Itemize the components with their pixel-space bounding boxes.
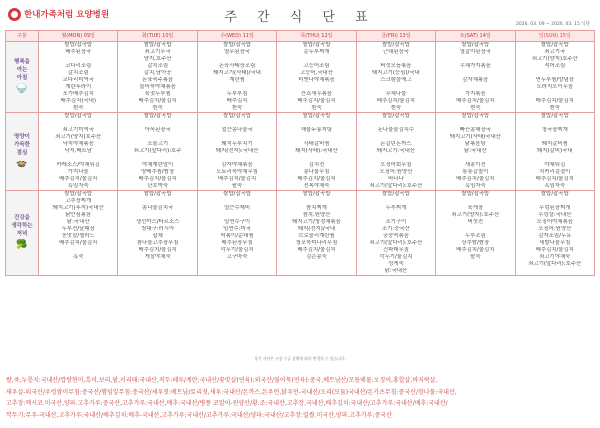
menu-item: 배추김치/물김치 bbox=[217, 176, 257, 182]
menu-item bbox=[277, 198, 355, 205]
menu-item: 두부부침 bbox=[226, 91, 248, 97]
menu-item: 전복야채죽 bbox=[303, 183, 330, 189]
menu-item: 고등어,국내산 bbox=[299, 70, 333, 76]
menu-item: 돈갈린돈까스 bbox=[380, 141, 412, 147]
meal-label-text: 영양이 bbox=[14, 133, 30, 140]
menu-item: 쌀밥/잡곡밥 bbox=[143, 191, 172, 197]
menu-item: 배추김치/물김치 bbox=[297, 98, 336, 104]
menu-cell-breakfast-sun bbox=[515, 42, 594, 113]
menu-item bbox=[277, 134, 355, 141]
menu-item bbox=[198, 155, 276, 162]
menu-item: 배추김치/물김치 bbox=[59, 176, 98, 182]
menu-item bbox=[436, 155, 514, 162]
menu-item: 감자야채볶음 bbox=[221, 162, 253, 168]
menu-item: 돼지고기:국내산 bbox=[376, 148, 416, 154]
menu-item: 닭:국내산 bbox=[384, 268, 408, 274]
menu-item: 쇠고기(앞다리):호주산 bbox=[528, 261, 582, 267]
menu-cell-dinner-tue bbox=[118, 191, 197, 276]
menu-item: 흑임자죽 bbox=[544, 183, 566, 189]
menu-item: 낙지야채볶음 bbox=[62, 141, 94, 147]
menu-item: 쇠고기(앞다리):호주산 bbox=[369, 240, 423, 246]
menu-item: 돼지갈비찜 bbox=[541, 141, 568, 147]
menu-item: 청포묵미나리무침 bbox=[295, 240, 338, 246]
menu-item: 양지,호주산 bbox=[143, 56, 172, 62]
menu-cell-lunch-fri bbox=[356, 113, 435, 191]
origin-line: 새우살-외국산/우렁쌈이무침:중국산/햄임잎무침:중국산/세우젓:베트남/토리젓,새우:국내산/돈까스,돈우먼,닭우먼-국내산/오리(모둠)국내산/돈카츠무침:중국산/참나물:국내산, bbox=[6, 388, 457, 396]
menu-item: 가지볶음 bbox=[464, 91, 486, 97]
menu-item: 갈치조림 bbox=[147, 63, 169, 69]
menu-item: 낙지,베트남 bbox=[64, 148, 93, 154]
menu-item: 코다리미역국 bbox=[62, 77, 94, 83]
menu-item: 배추된장국 bbox=[65, 49, 92, 55]
menu-cell-lunch-sat bbox=[436, 113, 515, 191]
menu-item bbox=[516, 70, 594, 77]
menu-item: 닭안심볶음 bbox=[65, 212, 92, 218]
meal-row-dinner bbox=[6, 191, 595, 276]
menu-item: 쌀밥/잡곡밥 bbox=[381, 42, 410, 48]
day-header-tue: 화(TUE) 10일 bbox=[118, 31, 197, 42]
menu-item: 고추장찌개 bbox=[65, 198, 92, 204]
menu-cell-lunch-mon bbox=[39, 113, 118, 191]
menu-item bbox=[198, 56, 276, 63]
meal-label-lunch bbox=[6, 113, 39, 191]
menu-item: 쌀밥/잡곡밥 bbox=[64, 113, 93, 119]
menu-item: 계란찜 bbox=[229, 77, 245, 83]
menu-item: 돼지두루치기 bbox=[221, 141, 253, 147]
menu-item: 콩나물무침 bbox=[303, 169, 330, 175]
menu-cell-dinner-wed bbox=[197, 191, 276, 276]
menu-item: 얼큰수제비 bbox=[224, 205, 251, 211]
meal-label-text: 점심 bbox=[16, 149, 28, 156]
menu-item bbox=[277, 120, 355, 127]
menu-item: 참나물고추장무침 bbox=[136, 240, 179, 246]
menu-item bbox=[118, 155, 196, 162]
menu-item: 근대된장국 bbox=[382, 49, 409, 55]
menu-item: 쌀밥/잡곡밥 bbox=[64, 42, 93, 48]
menu-item: 흑죽 bbox=[73, 254, 84, 260]
menu-item: 야채계란말이 bbox=[142, 162, 174, 168]
menu-item: 쌀밥/잡곡밥 bbox=[302, 191, 331, 197]
menu-change-note: 상기 식단은 시장 수급 상황에 따라 변경될 수 있습니다. bbox=[254, 356, 346, 361]
menu-item: 흰죽 bbox=[549, 105, 560, 111]
meal-row-breakfast bbox=[6, 42, 595, 113]
day-header-thu: 목(THU) 12일 bbox=[277, 31, 356, 42]
meal-label-breakfast bbox=[6, 42, 39, 113]
menu-item bbox=[118, 212, 196, 219]
menu-item: 불어묵야채볶음 bbox=[139, 84, 176, 90]
menu-item bbox=[198, 212, 276, 219]
menu-item bbox=[277, 84, 355, 91]
menu-item bbox=[198, 198, 276, 205]
category-header: 구분 bbox=[6, 31, 39, 42]
menu-item: 배추김치/물김치 bbox=[59, 240, 98, 246]
origin-line: 고추장:멕시코.미국산,양파.고추가루:중국산,고추가루:국내산,배추:국내산/병풍 코알이-원양산/황.조:국내산,고추장.국내산,배추김치:국내산/고추가루:국내산/배추:국내산/ bbox=[6, 400, 448, 407]
menu-item bbox=[39, 56, 117, 63]
menu-item: 잡채 bbox=[152, 233, 163, 239]
menu-item: 비엔나야채볶음 bbox=[298, 77, 335, 83]
menu-item: 버섯모듬볶음 bbox=[380, 63, 412, 69]
menu-item bbox=[277, 155, 355, 162]
menu-item: 브로콜리계란찜 bbox=[298, 233, 335, 239]
menu-item: 돼지고기(후지)국내산 bbox=[52, 205, 104, 211]
menu-item: 배추김치/물김치 bbox=[376, 98, 416, 104]
menu-item: 가지나물 bbox=[67, 169, 89, 175]
menu-item: 조기구이 bbox=[385, 219, 407, 225]
menu-cell-dinner-sun bbox=[515, 191, 594, 276]
menu-item: 돈육사태장조림 bbox=[218, 63, 256, 69]
menu-item bbox=[516, 134, 594, 141]
origin-line: 깍두기:무우-국내산,고추가루:국내산/배추김치:배추-국내산,고추가루:국내산/고추가루:국내산/양파:국내산/고추장:밀쌀.미국산,양파.고추가루:중국산 bbox=[6, 411, 392, 419]
menu-item: 쇠고기(양지):호주산 bbox=[451, 212, 500, 218]
menu-item: 꽁맛살/셀러드 bbox=[61, 233, 95, 239]
menu-item: 쌀밥/잡곡밥 bbox=[143, 113, 172, 119]
menu-item: 배추김치/물김치 bbox=[297, 176, 336, 182]
menu-item: 흰죽 bbox=[311, 105, 322, 111]
menu-item: 단호박죽 bbox=[147, 183, 169, 189]
menu-item: 쇠고기(앞다리):호주산 bbox=[369, 183, 423, 189]
menu-item: 쇠고기야채죽 bbox=[539, 254, 571, 260]
menu-item bbox=[118, 198, 196, 205]
menu-cell-lunch-wed bbox=[197, 113, 276, 191]
menu-item: 배추김치/물김치 bbox=[138, 176, 177, 182]
menu-item: 고구마죽 bbox=[226, 254, 248, 260]
meal-label-text: 행복을 bbox=[14, 59, 30, 65]
menu-item: 흰죽 bbox=[73, 105, 84, 111]
menu-item: 쌀밥/잡곡밥 bbox=[461, 191, 490, 197]
menu-item: 쌀밥/잡곡밥 bbox=[461, 42, 490, 48]
menu-item: 흑임자죽 bbox=[67, 183, 89, 189]
menu-cell-lunch-thu bbox=[277, 113, 356, 191]
menu-item: 빠끈콩해장국 bbox=[459, 127, 491, 133]
menu-item: 스크램블에그 bbox=[380, 77, 412, 83]
menu-item: 우채가지볶음 bbox=[459, 63, 491, 69]
meal-label-text: 건강을 bbox=[14, 215, 30, 221]
menu-item: 야채튀김 bbox=[544, 162, 566, 168]
menu-item: 참치,원양산 bbox=[302, 212, 331, 218]
menu-item: 생선까스/타르소스 bbox=[135, 219, 180, 225]
menu-item bbox=[357, 198, 435, 205]
menu-item: 쌀밥/잡곡밥 bbox=[381, 191, 410, 197]
menu-item: 해물누룽지탕 bbox=[300, 127, 333, 133]
menu-item: 사태갈비찜 bbox=[303, 141, 330, 147]
menu-item: 두부전/달래장 bbox=[61, 226, 95, 232]
menu-item: 도토리묵야채무침 bbox=[216, 169, 258, 175]
menu-item: 쌀밥/잡곡밥 bbox=[461, 113, 490, 119]
menu-item: 배추된장무침 bbox=[221, 240, 253, 246]
menu-item: 도라지오이무침 bbox=[536, 84, 573, 90]
menu-item: 배추김치/물김치 bbox=[535, 247, 574, 253]
menu-item: 바나나 bbox=[388, 176, 404, 182]
menu-item bbox=[516, 155, 594, 162]
menu-item: 깐쇼새우볶음 bbox=[300, 91, 333, 97]
menu-item: 흰죽 bbox=[470, 105, 481, 111]
menu-item: 돼지고기/청경채볶음 bbox=[292, 219, 341, 225]
menu-item: 두부찌개 bbox=[385, 205, 407, 211]
menu-item: 배추김치/물김치 bbox=[138, 98, 177, 104]
menu-item: 돼지고기(등심)/국내 bbox=[372, 70, 420, 76]
menu-item: 깍두기/물김치 bbox=[379, 254, 413, 260]
day-header-sun: 일(SUN) 15일 bbox=[515, 31, 594, 42]
menu-item bbox=[198, 84, 276, 91]
menu-item bbox=[436, 198, 514, 205]
menu-item: 쌀밥/잡곡밥 bbox=[143, 42, 172, 48]
menu-item: 연두부찜/양념장 bbox=[535, 77, 574, 83]
menu-item: 쌀밥/잡곡밥 bbox=[540, 42, 569, 48]
menu-item: 쇠고기(양지)호주산 bbox=[531, 56, 578, 62]
menu-item: 돼지(전지):국내산 bbox=[215, 148, 259, 154]
menu-item bbox=[436, 226, 514, 233]
menu-item bbox=[198, 120, 276, 127]
menu-item: 새송이전 bbox=[464, 162, 486, 168]
menu-item: 쌀밥/잡곡밥 bbox=[302, 113, 331, 119]
menu-item: 배추김치/물김치 bbox=[535, 98, 574, 104]
menu-item: 팥죽 bbox=[470, 254, 481, 260]
hospital-name: 한내가족처럼 요양병원 bbox=[24, 10, 110, 20]
menu-item: 조기:중국산 bbox=[381, 226, 410, 232]
date-range: 2026. 03. 09 ~ 2026. 03. 15 식단 bbox=[515, 22, 590, 27]
menu-cell-dinner-fri bbox=[356, 191, 435, 276]
menu-item bbox=[357, 212, 435, 219]
menu-item: 돈나물물김치수 bbox=[377, 127, 415, 133]
menu-item: 무채나물 bbox=[385, 91, 407, 97]
menu-item: 돼지(사태):국내산 bbox=[295, 148, 338, 154]
menu-item bbox=[198, 134, 276, 141]
menu-item: 배추김치/물김치 bbox=[535, 176, 574, 182]
day-header-row bbox=[6, 31, 595, 42]
menu-item bbox=[436, 84, 514, 91]
menu-item: 콩나물김치국 bbox=[142, 205, 174, 211]
origin-info bbox=[6, 375, 594, 421]
menu-item: 돼지고기(사태)/국내 bbox=[213, 70, 261, 76]
menu-cell-lunch-sun bbox=[515, 113, 594, 191]
menu-item: 열무된장국 bbox=[224, 49, 251, 55]
menu-item: 쇠고기국 bbox=[544, 49, 566, 55]
menu-item: 배추김치/물김치 bbox=[138, 247, 177, 253]
menu-item: 우렁된장찌개 bbox=[539, 205, 571, 211]
menu-item: 쌀밥/잡곡밥 bbox=[381, 113, 410, 119]
meal-label-text: 여는 bbox=[16, 67, 28, 73]
day-header-wed: 수(WED) 11일 bbox=[197, 31, 276, 42]
menu-item: 아욱된장국 bbox=[144, 127, 171, 133]
menu-item: 쌀밥/잡곡밥 bbox=[540, 113, 569, 119]
menu-item: 포기배추김치 bbox=[62, 91, 94, 97]
menu-item: 쇠고기(양지)호주산 bbox=[55, 134, 102, 140]
menu-item: 팥죽 bbox=[231, 183, 243, 189]
menu-cell-breakfast-sat bbox=[436, 42, 515, 113]
menu-item bbox=[357, 84, 435, 91]
weekly-menu-table bbox=[5, 30, 595, 276]
menu-item: 쌀밥/잡곡밥 bbox=[64, 191, 93, 197]
menu-item: 치커리겉절이 bbox=[539, 169, 571, 175]
menu-item bbox=[39, 155, 117, 162]
menu-item: 쌀밥/잡곡밥 bbox=[223, 42, 251, 48]
menu-item bbox=[118, 134, 196, 141]
menu-item: 게살야채죽 bbox=[144, 254, 171, 260]
menu-item: 배추김치/물김치 bbox=[456, 247, 495, 253]
menu-item bbox=[39, 120, 117, 127]
menu-item: 떡볶이/순대찜 bbox=[220, 233, 254, 239]
menu-item: 두부조림 bbox=[464, 233, 486, 239]
menu-item bbox=[516, 120, 594, 127]
menu-item: 갈치조림 bbox=[67, 70, 89, 76]
menu-item: 적어조림 bbox=[544, 63, 566, 69]
breakfast-food-icon: 🍚 bbox=[16, 84, 28, 94]
menu-item bbox=[357, 120, 435, 127]
meal-label-text: 생각하는 bbox=[11, 223, 33, 229]
menu-item bbox=[118, 120, 196, 127]
menu-item bbox=[357, 56, 435, 63]
menu-item: 쌀밥/잡곡밥 bbox=[302, 42, 331, 48]
menu-item: 건파래무침 bbox=[382, 247, 409, 253]
menu-item: 배추김치 bbox=[226, 98, 248, 104]
day-header-mon: 월(MON) 09일 bbox=[39, 31, 118, 42]
menu-cell-dinner-sat bbox=[436, 191, 515, 276]
meal-label-text: 가득한 bbox=[14, 141, 30, 148]
menu-item: 흰죽 bbox=[390, 105, 402, 111]
menu-item bbox=[436, 120, 514, 127]
menu-item bbox=[357, 155, 435, 162]
menu-item: 오징어회무침 bbox=[380, 162, 412, 168]
menu-item: 감자채볶음 bbox=[462, 77, 489, 83]
menu-item: 고등어조림 bbox=[303, 63, 330, 69]
menu-item: 돼지(갈비)국내 bbox=[537, 148, 573, 154]
menu-cell-breakfast-wed bbox=[197, 42, 276, 113]
menu-item: 임연수:미국 bbox=[223, 226, 251, 232]
menu-item: 돈육숙주볶음 bbox=[142, 77, 174, 83]
menu-item: 궁중떡볶음 bbox=[382, 233, 409, 239]
menu-item: 열갈이된장국 bbox=[459, 49, 491, 55]
menu-cell-dinner-thu bbox=[277, 191, 356, 276]
menu-cell-breakfast-tue bbox=[118, 42, 197, 113]
menu-item: 돼지고기(사태)국내산 bbox=[449, 134, 501, 140]
meal-label-text: 저녁 bbox=[16, 231, 28, 237]
menu-item: 감자조림/두유 bbox=[538, 233, 572, 239]
menu-item bbox=[516, 198, 594, 205]
menu-item: 육젓두부찜 bbox=[144, 91, 171, 97]
menu-item bbox=[436, 70, 514, 77]
page-title: 주 간 식 단 표 bbox=[224, 10, 376, 25]
day-header-fri: 금(FRI) 13일 bbox=[356, 31, 435, 42]
menu-item: 성게죽 bbox=[388, 261, 404, 267]
dinner-food-icon: 🥦 bbox=[16, 240, 28, 250]
menu-item: 통통갈칠이 bbox=[462, 169, 489, 175]
menu-item: 쇠고기무국 bbox=[144, 49, 171, 55]
menu-item: 갈치,남아공 bbox=[143, 70, 172, 76]
menu-item: 배추김치/물김치 bbox=[297, 247, 336, 253]
menu-item: 순두부찌개 bbox=[303, 49, 330, 55]
menu-item: 쌀밥/잡곡밥 bbox=[223, 113, 251, 119]
meal-label-dinner bbox=[6, 191, 39, 276]
menu-item bbox=[277, 56, 355, 63]
menu-item: 육개장 bbox=[467, 205, 484, 211]
menu-item: 배추김치(국내) bbox=[60, 98, 96, 104]
menu-item: 양배추찜/쌈장 bbox=[141, 169, 175, 175]
menu-item: 닭:국내산 bbox=[66, 219, 90, 225]
menu-item bbox=[357, 134, 435, 141]
menu-item: 흰죽 bbox=[152, 105, 163, 111]
menu-cell-breakfast-thu bbox=[277, 42, 356, 113]
menu-item: 흑임자죽 bbox=[464, 183, 486, 189]
menu-item: 카레소스/야채튀김 bbox=[56, 162, 100, 168]
lunch-food-icon: 🍲 bbox=[16, 158, 28, 169]
menu-item: 배추김치/물김치 bbox=[456, 176, 495, 182]
menu-item: 배추김치/물김치 bbox=[456, 98, 495, 104]
menu-item: 소불고기 bbox=[147, 141, 169, 147]
menu-cell-lunch-tue bbox=[118, 113, 197, 191]
menu-item: 돼지(전지)/국내 bbox=[297, 226, 336, 232]
menu-item: 오징어야채볶음 bbox=[536, 219, 573, 225]
menu-item: 계란후라이 bbox=[65, 84, 92, 90]
menu-item: 흰죽 bbox=[231, 105, 243, 111]
day-header-sat: 토(SAT) 14일 bbox=[436, 31, 515, 42]
menu-item: 우렁살:국내산 bbox=[538, 212, 572, 218]
menu-item: 오징어:원양산 bbox=[379, 169, 413, 175]
menu-item: 쌀밥/잡곡밥 bbox=[540, 191, 569, 197]
menu-item: 닭볶음탕 bbox=[464, 141, 486, 147]
menu-item: 검은콩죽 bbox=[306, 254, 327, 260]
menu-item: 김치전 bbox=[308, 162, 325, 168]
menu-cell-dinner-mon bbox=[39, 191, 118, 276]
menu-item: 임연수구이 bbox=[224, 219, 251, 225]
menu-item: 쇠고기(앞다리):호주 bbox=[133, 148, 182, 154]
origin-line: 쌀,죽,누룽지:국내산/깝쌍현미,흑미,보리,팥,서리태:국내산,적두:페루/계란:국내산/꽃맛살(연육):외국산/불어묵(연육):중국,베트남산/모듬해물:오징어,홍합살,바지락살, bbox=[6, 377, 438, 384]
meal-label-text: 아침 bbox=[16, 75, 28, 81]
menu-item: 깍두기/물김치 bbox=[220, 247, 254, 253]
menu-item: 얼큰콩나물국 bbox=[221, 127, 253, 133]
menu-item: 상추쌈/쌈장 bbox=[461, 240, 490, 246]
menu-item: 청국장찌개 bbox=[541, 127, 568, 133]
menu-item: 쌀밥/잡곡밥 bbox=[223, 191, 251, 197]
menu-item: 버섯전 bbox=[467, 219, 484, 225]
menu-item: 쇠고기미역국 bbox=[62, 127, 94, 133]
menu-item bbox=[436, 56, 514, 63]
menu-item bbox=[39, 247, 117, 254]
menu-cell-breakfast-fri bbox=[356, 42, 435, 113]
menu-item: 닭:국내산 bbox=[463, 148, 487, 154]
menu-item: 청대구:러시아 bbox=[141, 226, 175, 232]
meal-row-lunch bbox=[6, 113, 595, 191]
menu-item: 세발나물무침 bbox=[539, 240, 571, 246]
menu-cell-breakfast-mon bbox=[39, 42, 118, 113]
menu-item: 참치찌개 bbox=[306, 205, 327, 211]
menu-item: 코다리조림 bbox=[65, 63, 92, 69]
menu-item: 오징어:원양산 bbox=[538, 226, 572, 232]
menu-item bbox=[516, 91, 594, 98]
